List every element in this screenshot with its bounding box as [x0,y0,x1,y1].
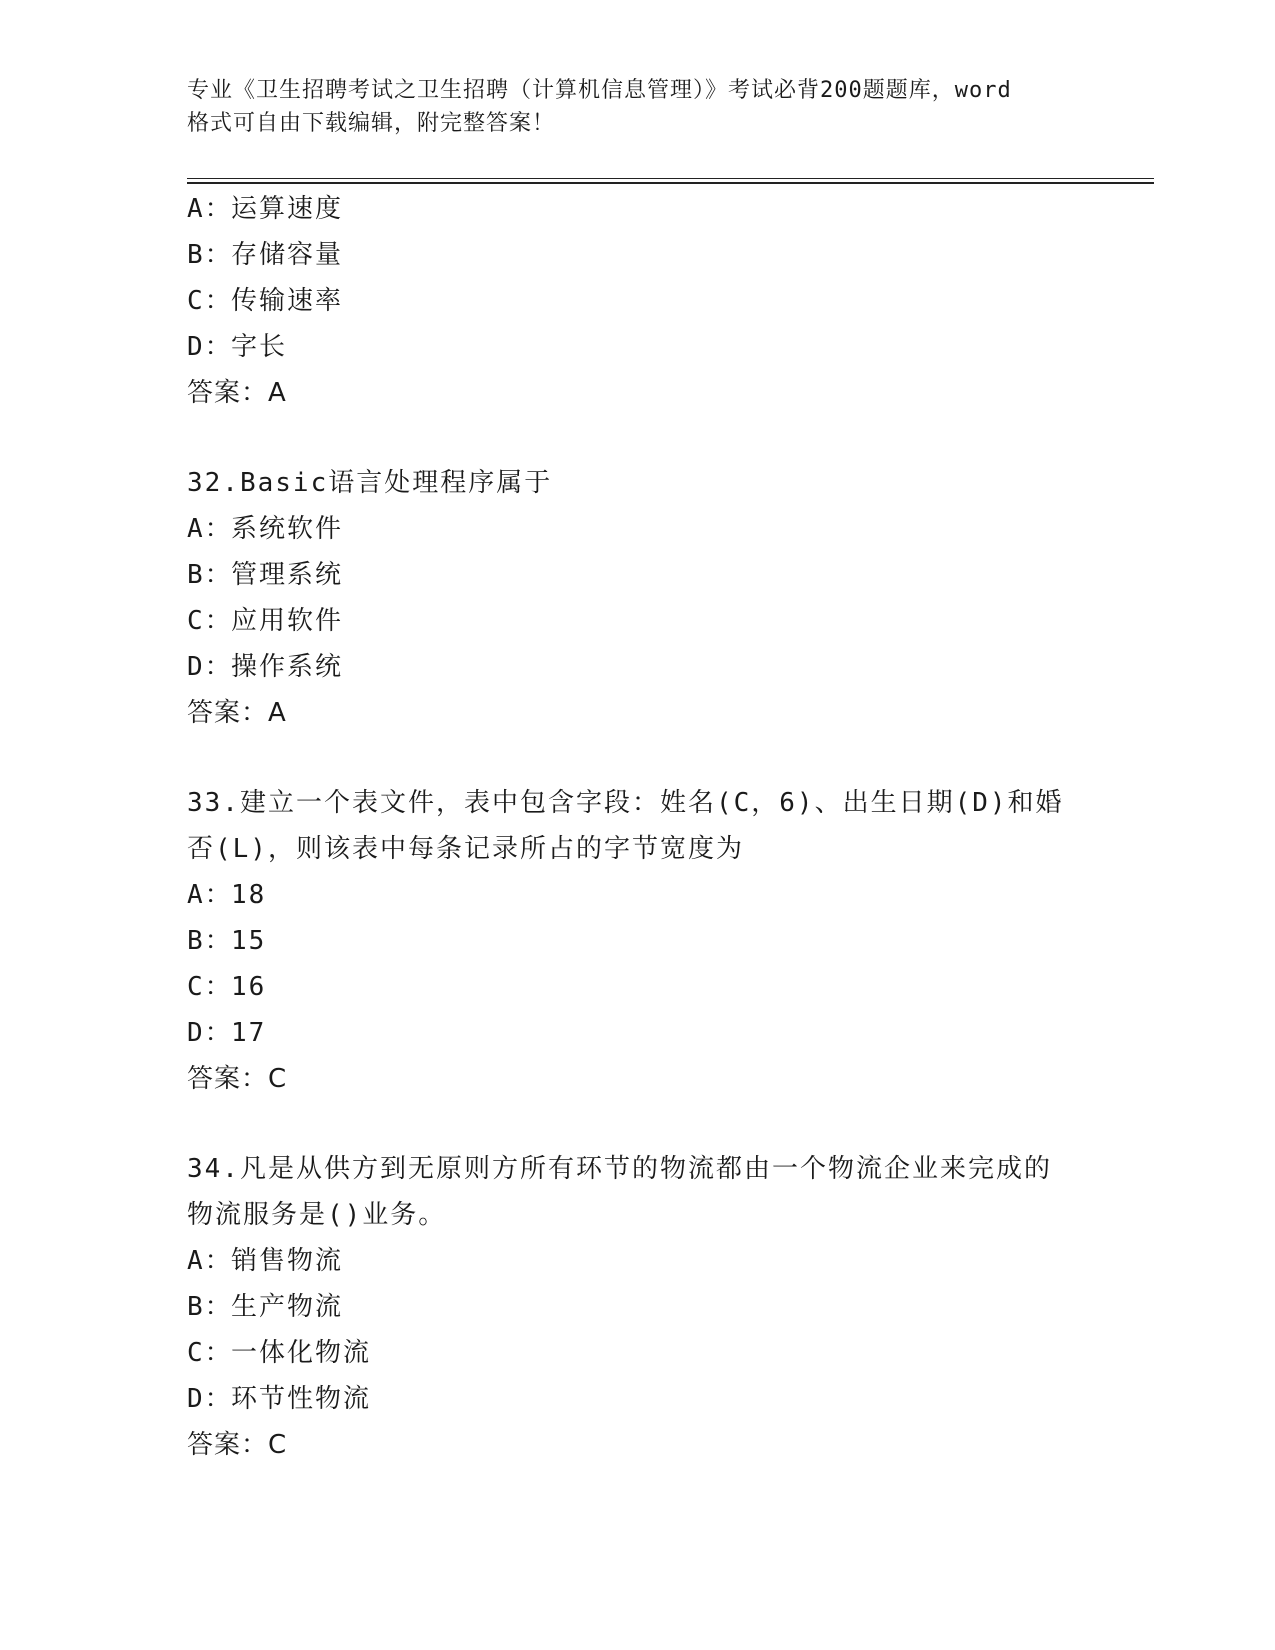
document-header [187,74,1087,140]
option-text: 存储容量 [231,240,344,270]
option-d [187,1010,1087,1056]
option-text: 运算速度 [231,194,344,224]
option-key: C： [187,606,233,636]
option-key: B： [187,560,233,590]
option-key: A： [187,1246,233,1276]
option-key: B： [187,926,233,956]
option-c [187,1330,1087,1376]
answer: 答案：A [187,378,287,408]
option-a [187,186,1087,232]
option-text: 系统软件 [231,514,344,544]
question-32 [187,460,1087,736]
header-line-2: 格式可自由下载编辑，附完整答案！ [187,111,556,136]
option-text: 17 [231,1018,267,1048]
option-b [187,918,1087,964]
option-a [187,872,1087,918]
option-text: 应用软件 [231,606,344,636]
header-divider-thin [187,178,1154,179]
option-key: C： [187,1338,233,1368]
option-d [187,1376,1087,1422]
option-c [187,598,1087,644]
question-stem: 32.Basic语言处理程序属于 [187,468,553,498]
header-line-1: 专业《卫生招聘考试之卫生招聘（计算机信息管理）》考试必背200题题库，word [187,78,1012,103]
answer: 答案：C [187,1430,288,1460]
question-stem: 34.凡是从供方到无原则方所有环节的物流都由一个物流企业来完成的物流服务是()业务。 [187,1154,1052,1230]
answer: 答案：C [187,1064,288,1094]
option-d [187,644,1087,690]
option-text: 生产物流 [231,1292,344,1322]
option-key: D： [187,1018,233,1048]
option-text: 销售物流 [231,1246,344,1276]
option-text: 管理系统 [231,560,344,590]
option-text: 环节性物流 [231,1384,372,1414]
option-a [187,506,1087,552]
option-text: 15 [231,926,267,956]
header-divider-thick [187,182,1154,184]
option-a [187,1238,1087,1284]
option-b [187,232,1087,278]
answer: 答案：A [187,698,287,728]
option-key: D： [187,1384,233,1414]
option-text: 字长 [231,332,288,362]
option-key: B： [187,1292,233,1322]
question-stem: 33.建立一个表文件，表中包含字段：姓名(C，6)、出生日期(D)和婚否(L)，则该表中每条记录所占的字节宽度为 [187,788,1064,864]
option-key: A： [187,514,233,544]
option-key: C： [187,972,233,1002]
option-text: 传输速率 [231,286,344,316]
option-key: D： [187,652,233,682]
option-key: D： [187,332,233,362]
question-34 [187,1146,1087,1468]
option-b [187,1284,1087,1330]
option-key: B： [187,240,233,270]
option-key: A： [187,880,233,910]
option-d [187,324,1087,370]
option-text: 16 [231,972,267,1002]
option-c [187,278,1087,324]
option-c [187,964,1087,1010]
question-33 [187,780,1087,1102]
question-list [187,186,1087,1468]
option-b [187,552,1087,598]
option-text: 18 [231,880,267,910]
option-text: 一体化物流 [231,1338,372,1368]
option-key: A： [187,194,233,224]
question-31 [187,186,1087,416]
option-key: C： [187,286,233,316]
option-text: 操作系统 [231,652,344,682]
